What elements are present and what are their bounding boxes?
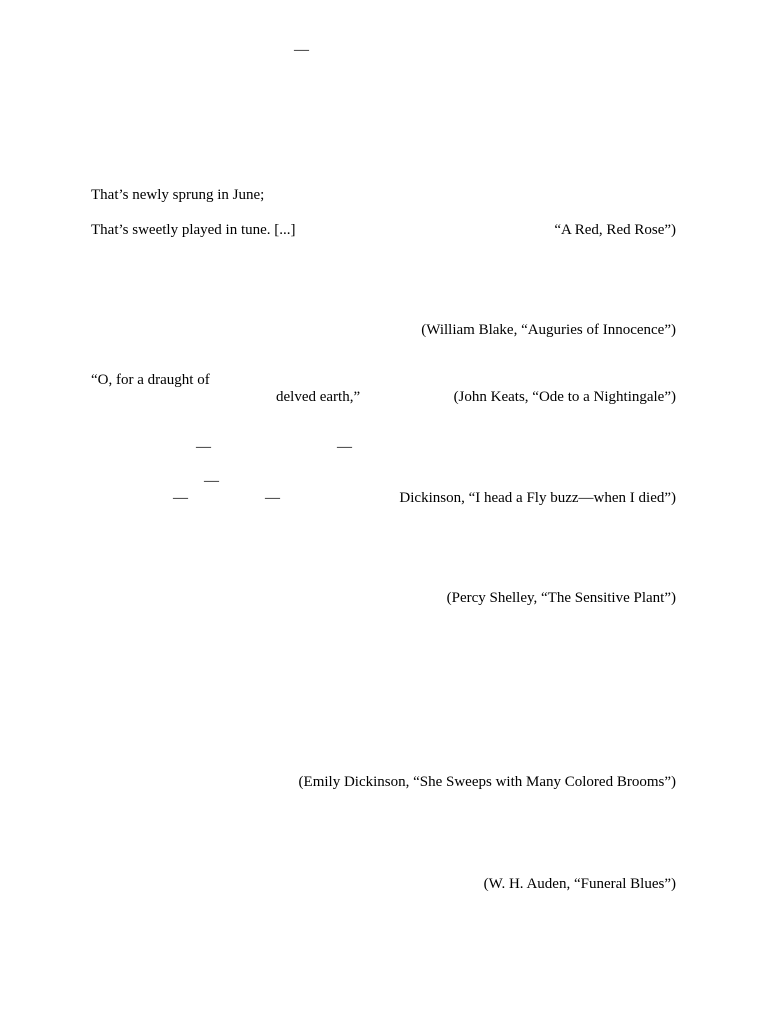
keats-line-1: “O, for a draught of xyxy=(91,372,210,388)
dash: — xyxy=(173,490,188,506)
burns-citation: “A Red, Red Rose”) xyxy=(554,222,676,238)
dash: — xyxy=(294,42,309,58)
dickinson-brooms-citation: (Emily Dickinson, “She Sweeps with Many Colored Brooms”) xyxy=(298,774,676,790)
auden-citation: (W. H. Auden, “Funeral Blues”) xyxy=(483,876,676,892)
keats-line-2: delved earth,” xyxy=(276,389,361,405)
dash: — xyxy=(204,473,219,489)
blake-citation: (William Blake, “Auguries of Innocence”) xyxy=(421,322,676,338)
burns-line-2: That’s sweetly played in tune. [...] xyxy=(91,222,296,238)
dash: — xyxy=(196,439,211,455)
dash: — xyxy=(337,439,352,455)
dickinson-fly-citation: Dickinson, “I head a Fly buzz—when I died”) xyxy=(399,490,676,506)
burns-line-1: That’s newly sprung in June; xyxy=(91,187,265,203)
shelley-citation: (Percy Shelley, “The Sensitive Plant”) xyxy=(446,590,676,606)
dash: — xyxy=(265,490,280,506)
keats-citation: (John Keats, “Ode to a Nightingale”) xyxy=(453,389,676,405)
